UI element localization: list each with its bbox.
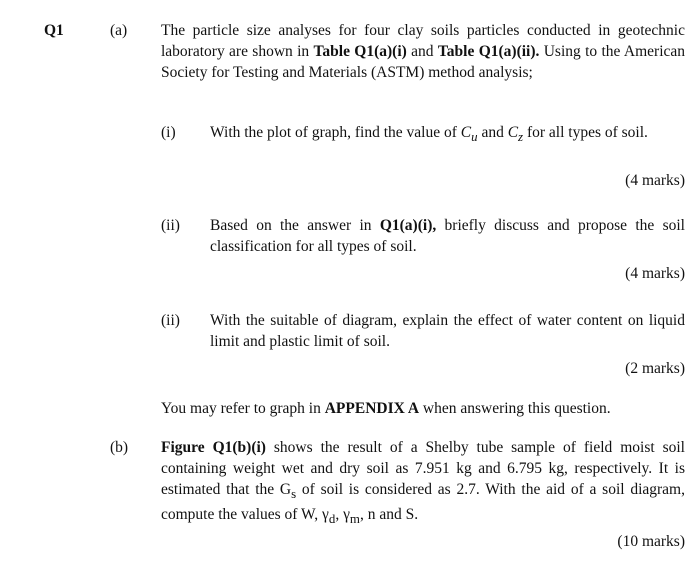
subpart-i-label: (i) (161, 124, 176, 141)
subpart-iii-label: (ii) (161, 312, 180, 329)
subpart-iii-marks: (2 marks) (625, 360, 685, 377)
subpart-iii-text: With the suitable of diagram, explain the effect of water content on liquid limit and plastic limit of soil. (210, 312, 685, 350)
part-a-intro: The particle size analyses for four clay soils particles conducted in geotechnic laboratory are shown in Table Q1(a)(i) and Table Q1(a)(ii). Using to the American Society for Testing and Materials (ASTM) method analysis; (161, 22, 686, 81)
subpart-i-text: With the plot of graph, find the value of $C_u$ and $C_z$ for all types of soil. (210, 124, 648, 145)
subpart-ii-label: (ii) (161, 217, 180, 234)
figure-ref: Figure Q1(b)(i) (161, 439, 266, 456)
appendix-note: You may refer to graph in APPENDIX A when answering this question. (161, 400, 611, 417)
subpart-i-marks: (4 marks) (625, 172, 685, 189)
question-number: Q1 (44, 22, 64, 39)
table-ref-2: Table Q1(a)(ii). (437, 43, 540, 60)
subpart-ii-text: Based on the answer in Q1(a)(i), briefly discuss and propose the soil classification for all types of soil. (210, 217, 685, 255)
table-ref-1: Table Q1(a)(i) (313, 43, 407, 60)
part-b-label: (b) (110, 439, 129, 456)
appendix-ref: APPENDIX A (324, 400, 420, 417)
part-a-label: (a) (110, 22, 128, 39)
subpart-ii-marks: (4 marks) (625, 265, 685, 282)
part-b-text: Figure Q1(b)(i) shows the result of a Shelby tube sample of field moist soil containing weight wet and dry soil as 7.951 kg and 6.795 kg, respectively. It is estimated that the $G_s$ of soil is considered as 2.7. With the aid of a soil diagram, compute the values of W, $\gamma_d$, $\gamma_m$, n and S. (161, 439, 685, 527)
q1ai-ref: Q1(a)(i), (379, 217, 437, 234)
part-b-marks: (10 marks) (617, 533, 685, 550)
